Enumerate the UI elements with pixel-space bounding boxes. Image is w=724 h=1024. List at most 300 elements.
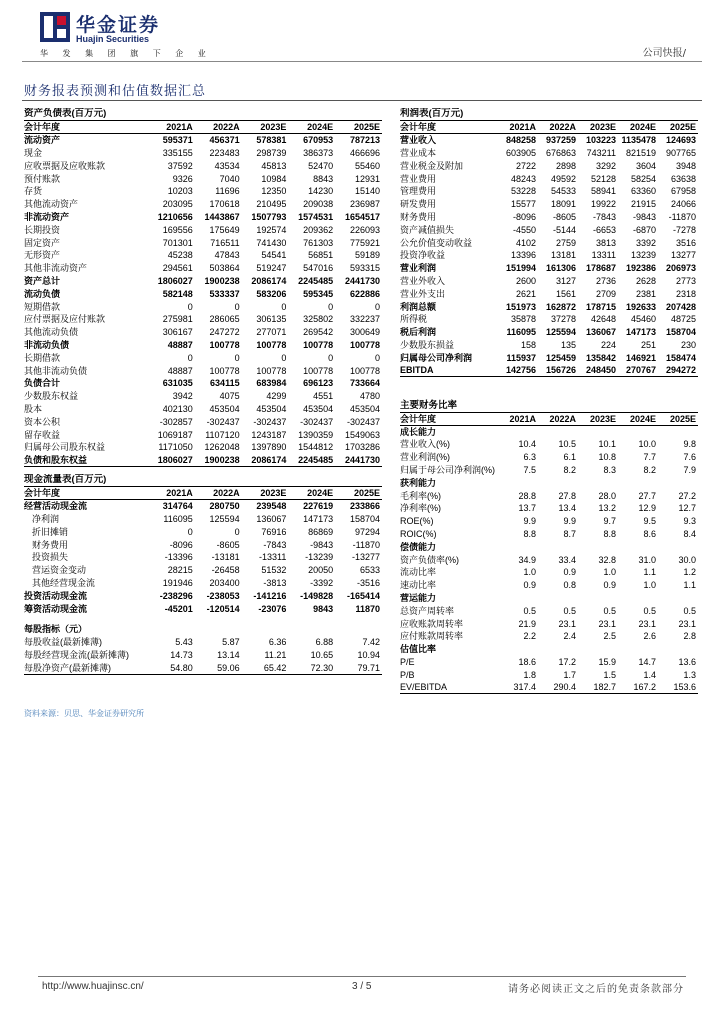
- row-value: 12.9: [638, 503, 656, 514]
- row-value: 5.87: [222, 637, 240, 648]
- row-value: 162872: [545, 301, 576, 312]
- table-row: [400, 553, 698, 566]
- row-value: 1654517: [344, 211, 380, 222]
- row-value: -8605: [552, 211, 576, 222]
- row-value: -7843: [592, 211, 616, 222]
- row-value: 17.2: [558, 656, 576, 667]
- row-value: 9.7: [603, 516, 616, 527]
- row-value: 0: [234, 352, 240, 363]
- row-value: 2.8: [683, 631, 696, 642]
- row-label: 获利能力: [400, 477, 437, 488]
- row-value: 15577: [510, 199, 536, 210]
- row-label: 非流动资产: [24, 211, 70, 222]
- row-value: 28.0: [598, 490, 616, 501]
- row-value: 2381: [635, 288, 656, 299]
- row-value: 6.1: [563, 452, 576, 463]
- row-value: 125594: [209, 514, 240, 524]
- doc-type-label: 公司快报/: [642, 48, 686, 59]
- table-row: [24, 134, 382, 147]
- row-value: 13181: [550, 250, 576, 261]
- row-label: 短期借款: [24, 301, 61, 312]
- row-value: 65.42: [242, 661, 289, 674]
- table-row: [24, 454, 382, 467]
- row-value: 32.8: [598, 554, 616, 565]
- row-value: 178715: [585, 301, 616, 312]
- row-value: 453504: [303, 403, 334, 414]
- row-value: 161306: [545, 263, 576, 274]
- row-value: 203095: [162, 199, 193, 210]
- row-value: 2773: [675, 275, 696, 286]
- row-value: [658, 476, 698, 489]
- table-row: [24, 198, 382, 211]
- footer-website-link[interactable]: http://www.huajinsc.cn/: [42, 981, 144, 992]
- row-value: 3292: [595, 160, 616, 171]
- row-value: 10.5: [558, 439, 576, 450]
- table-row: [24, 147, 382, 160]
- row-value: 251: [640, 339, 656, 350]
- row-value: 33.4: [558, 554, 576, 565]
- row-label: 固定资产: [24, 237, 61, 248]
- row-value: 3604: [635, 160, 656, 171]
- table-row: [24, 661, 382, 674]
- row-label: 所得税: [400, 314, 428, 325]
- row-value: 11.21: [264, 649, 287, 660]
- row-label: 筹资活动现金流: [24, 603, 88, 614]
- row-value: 1390359: [298, 429, 334, 440]
- row-value: 10.4: [518, 439, 536, 450]
- row-value: 4299: [266, 391, 287, 402]
- row-label: 每股净资产(最新摊薄): [24, 661, 148, 674]
- row-label: 经营活动现金流: [24, 501, 88, 512]
- row-value: 223483: [209, 147, 240, 158]
- table-row: [400, 172, 698, 185]
- row-value: 147173: [303, 514, 334, 524]
- table-row: [400, 249, 698, 262]
- row-value: 10.8: [598, 452, 616, 463]
- header-year: 2023E: [242, 121, 289, 134]
- row-value: 0: [281, 352, 287, 363]
- row-label: 无形资产: [24, 250, 61, 261]
- row-label: [24, 615, 148, 623]
- row-value: [618, 643, 658, 656]
- table-row: [24, 262, 382, 275]
- row-value: 136067: [585, 327, 616, 338]
- row-label: 营业收入(%): [400, 439, 450, 450]
- row-value: 236987: [349, 199, 380, 210]
- row-value: 270767: [618, 364, 658, 377]
- row-value: 8843: [313, 173, 334, 184]
- table-row: [24, 185, 382, 198]
- row-value: 0: [187, 526, 193, 537]
- company-logo: [38, 8, 238, 68]
- row-value: 2.2: [523, 631, 536, 642]
- row-value: 42648: [590, 314, 616, 325]
- row-value: [148, 623, 195, 636]
- row-value: 2736: [595, 275, 616, 286]
- table-row: [24, 441, 382, 454]
- row-value: 31.0: [638, 554, 656, 565]
- row-value: -6653: [592, 224, 616, 235]
- section-title: 财务报表预测和估值数据汇总: [24, 84, 207, 99]
- row-value: 2245485: [288, 454, 335, 467]
- row-value: 191946: [162, 577, 193, 588]
- row-value: 48887: [167, 339, 193, 350]
- row-value: 10203: [167, 186, 193, 197]
- row-label: 财务费用: [32, 539, 69, 550]
- row-value: 9843: [313, 603, 334, 614]
- row-value: 533337: [209, 288, 240, 299]
- header-year: 2021A: [148, 487, 195, 500]
- row-value: 3942: [172, 391, 193, 402]
- row-label: 营业收入: [400, 135, 437, 146]
- table-title-row: [400, 399, 698, 412]
- row-value: 0.9: [563, 567, 576, 578]
- table-row: [24, 577, 382, 590]
- table-row: [400, 540, 698, 553]
- row-value: 18.6: [518, 656, 536, 667]
- row-value: 1507793: [251, 211, 287, 222]
- row-value: 277071: [256, 327, 287, 338]
- row-label: 速动比率: [400, 580, 437, 591]
- row-value: 37278: [550, 314, 576, 325]
- row-value: 167.2: [618, 681, 658, 694]
- row-value: 2.5: [603, 631, 616, 642]
- header-year: 2022A: [195, 487, 242, 500]
- row-value: 210495: [256, 199, 287, 210]
- header-year: 2024E: [288, 487, 335, 500]
- row-value: 2318: [675, 288, 696, 299]
- row-value: 0.5: [643, 605, 656, 616]
- row-value: [242, 615, 289, 623]
- row-value: 135842: [585, 352, 616, 363]
- row-value: 603905: [505, 147, 536, 158]
- row-value: 54541: [261, 250, 287, 261]
- row-value: 0.5: [563, 605, 576, 616]
- table-row: [400, 134, 698, 147]
- row-label: 投资净收益: [400, 250, 446, 261]
- row-value: 821519: [625, 147, 656, 158]
- row-value: 294561: [162, 263, 193, 274]
- row-value: 54533: [550, 186, 576, 197]
- row-value: 593315: [349, 263, 380, 274]
- table-row: [400, 476, 698, 489]
- row-label: 公允价值变动收益: [400, 237, 473, 248]
- row-value: -13239: [305, 552, 334, 563]
- row-value: 0: [374, 301, 380, 312]
- table-title-row: [400, 108, 698, 121]
- balance-sheet-table: [24, 108, 382, 467]
- row-value: 683984: [256, 378, 287, 389]
- row-label: 营业成本: [400, 147, 437, 158]
- row-value: 2621: [515, 288, 536, 299]
- row-value: 848258: [505, 135, 536, 146]
- table-row: [24, 249, 382, 262]
- row-value: -302857: [159, 416, 193, 427]
- row-value: 1443867: [204, 211, 240, 222]
- row-value: 12931: [354, 173, 380, 184]
- row-label: 利润总额: [400, 301, 437, 312]
- row-value: 2628: [635, 275, 656, 286]
- row-value: -13311: [259, 552, 287, 563]
- row-value: 1900238: [195, 454, 242, 467]
- row-value: -5144: [552, 224, 576, 235]
- row-value: 2.4: [563, 631, 576, 642]
- row-label: 长期借款: [24, 352, 61, 363]
- row-value: 8.8: [603, 529, 616, 539]
- row-label: 股本: [24, 403, 43, 414]
- right-column: [400, 108, 698, 694]
- row-value: 48887: [167, 365, 193, 376]
- row-value: 5.43: [175, 637, 193, 648]
- row-label: 营业外支出: [400, 288, 446, 299]
- row-label: 营业外收入: [400, 275, 446, 286]
- row-value: -13396: [164, 552, 193, 563]
- row-label: 营运能力: [400, 592, 437, 603]
- row-value: 519247: [256, 263, 287, 274]
- row-value: [335, 615, 382, 623]
- row-value: 169556: [162, 224, 193, 235]
- left-column: [24, 108, 382, 675]
- row-value: 547016: [303, 263, 334, 274]
- row-label: 成长能力: [400, 426, 437, 437]
- row-value: 10984: [261, 173, 287, 184]
- row-value: 209038: [303, 199, 334, 210]
- table-row: [400, 198, 698, 211]
- row-label: 存货: [24, 186, 43, 197]
- table-row: [24, 538, 382, 551]
- row-value: 402130: [162, 403, 193, 414]
- row-value: 156726: [538, 364, 578, 377]
- row-value: 142756: [498, 364, 538, 377]
- row-value: 300649: [349, 327, 380, 338]
- row-label: 偿债能力: [400, 541, 437, 552]
- row-value: 2709: [595, 288, 616, 299]
- row-value: 7040: [219, 173, 240, 184]
- row-value: -11870: [668, 211, 696, 222]
- row-value: 55460: [354, 160, 380, 171]
- row-value: 151994: [505, 263, 536, 274]
- row-value: 63360: [630, 186, 656, 197]
- row-value: 8.2: [563, 465, 576, 476]
- row-value: 100778: [256, 365, 287, 376]
- row-label: 资产总计: [24, 275, 61, 286]
- row-label: 净利率(%): [400, 503, 441, 514]
- header-year: 2022A: [538, 412, 578, 425]
- row-value: 0.9: [523, 580, 536, 591]
- row-value: 741430: [256, 237, 287, 248]
- row-value: 1.0: [643, 580, 656, 591]
- row-value: 8.8: [523, 529, 536, 539]
- row-value: 100778: [209, 365, 240, 376]
- row-value: 453504: [209, 403, 240, 414]
- row-value: 3392: [635, 237, 656, 248]
- row-value: 13396: [510, 250, 536, 261]
- row-value: -302437: [300, 416, 334, 427]
- row-label: 其他经营现金流: [32, 577, 96, 588]
- row-value: 158: [520, 339, 536, 350]
- row-value: [578, 476, 618, 489]
- row-value: 9.9: [563, 516, 576, 527]
- row-value: -238053: [206, 590, 240, 601]
- row-value: 325802: [303, 314, 334, 325]
- row-value: -3813: [263, 577, 287, 588]
- table-row: [400, 147, 698, 160]
- row-value: 58254: [630, 173, 656, 184]
- table-row: [24, 623, 382, 636]
- row-value: 23.1: [598, 618, 616, 629]
- row-value: 386373: [303, 147, 334, 158]
- row-label: 归属母公司股东权益: [24, 442, 106, 453]
- table-row: [24, 351, 382, 364]
- row-value: [578, 643, 618, 656]
- header-year: 2024E: [618, 412, 658, 425]
- row-value: -7843: [263, 539, 287, 550]
- row-label: 每股指标（元）: [24, 624, 88, 635]
- row-value: 1703286: [344, 442, 380, 453]
- row-value: [498, 540, 538, 553]
- header-label: 会计年度: [400, 412, 498, 425]
- row-value: 2245485: [298, 275, 334, 286]
- row-value: 15.9: [598, 656, 616, 667]
- row-label: 流动资产: [24, 135, 61, 146]
- row-label: 投资损失: [32, 552, 69, 563]
- row-value: 76916: [261, 526, 287, 537]
- table-row: [400, 681, 698, 694]
- row-value: -149828: [300, 590, 334, 601]
- row-value: 733664: [349, 378, 380, 389]
- row-label: 归属母公司净利润: [400, 352, 473, 363]
- row-label: P/B: [400, 669, 415, 680]
- row-value: 1549063: [344, 429, 380, 440]
- table-row: [24, 615, 382, 623]
- row-value: 6533: [359, 565, 380, 576]
- table-row: [400, 630, 698, 643]
- row-value: -141216: [253, 590, 287, 601]
- row-value: 1900238: [204, 275, 240, 286]
- header-year: 2023E: [578, 121, 618, 134]
- company-tagline: 华 发 集 团 旗 下 企 业: [40, 49, 212, 58]
- row-value: -4550: [512, 224, 536, 235]
- row-value: -8096: [169, 539, 193, 550]
- row-label: 负债和股东权益: [24, 454, 148, 467]
- row-value: 2600: [515, 275, 536, 286]
- row-value: 48725: [670, 314, 696, 325]
- row-value: 21915: [630, 199, 656, 210]
- row-value: 7.6: [683, 452, 696, 463]
- row-value: -7278: [672, 224, 696, 235]
- row-value: 23.1: [678, 618, 696, 629]
- row-label: 应收票据及应收账款: [24, 160, 106, 171]
- row-label: 税后利润: [400, 327, 437, 338]
- table-title: 现金流量表(百万元): [24, 474, 382, 487]
- row-value: 1.1: [683, 580, 696, 591]
- row-value: 2.6: [643, 631, 656, 642]
- table-row: [400, 668, 698, 681]
- row-value: 294272: [658, 364, 698, 377]
- row-value: [242, 623, 289, 636]
- table-row: [400, 656, 698, 669]
- footer-disclaimer: 请务必阅读正文之后的免责条款部分: [508, 984, 684, 995]
- header-year: 2023E: [578, 412, 618, 425]
- row-label: 每股收益(最新摊薄): [24, 637, 102, 648]
- row-value: [658, 540, 698, 553]
- row-value: [148, 615, 195, 623]
- row-value: 7.42: [362, 637, 380, 648]
- row-value: 115937: [506, 352, 536, 363]
- row-value: 100778: [209, 339, 240, 350]
- row-value: 147173: [625, 327, 656, 338]
- table-row: [24, 403, 382, 416]
- row-value: 466696: [349, 147, 380, 158]
- row-value: -13181: [211, 552, 240, 563]
- table-row: [24, 551, 382, 564]
- row-value: 20050: [308, 565, 334, 576]
- row-value: 595345: [303, 288, 334, 299]
- header-year: 2025E: [658, 121, 698, 134]
- row-value: -11870: [352, 539, 380, 550]
- header-year: 2025E: [335, 487, 382, 500]
- row-value: 761303: [303, 237, 334, 248]
- row-label: 应付票据及应付账款: [24, 314, 106, 325]
- row-value: 10.0: [638, 439, 656, 450]
- row-value: 10.1: [598, 439, 616, 450]
- row-label: 研发费用: [400, 199, 437, 210]
- row-label: 投资活动现金流: [24, 590, 88, 601]
- row-value: 1135478: [621, 135, 656, 146]
- table-row: [400, 592, 698, 605]
- row-value: 696123: [303, 378, 334, 389]
- row-value: -13277: [351, 552, 380, 563]
- row-value: 0.9: [603, 580, 616, 591]
- row-value: 23.1: [558, 618, 576, 629]
- row-value: 503864: [209, 263, 240, 274]
- table-header-row: [24, 487, 382, 500]
- row-value: 21.9: [518, 618, 536, 629]
- company-name-cn: 华金证券: [76, 14, 161, 36]
- row-label: 长期投资: [24, 224, 61, 235]
- row-value: 45813: [261, 160, 287, 171]
- row-value: 456371: [209, 135, 240, 146]
- table-row: [400, 313, 698, 326]
- row-value: 53228: [510, 186, 536, 197]
- row-value: 100778: [303, 365, 334, 376]
- row-value: 248450: [578, 364, 618, 377]
- table-row: [24, 223, 382, 236]
- row-value: -8605: [216, 539, 240, 550]
- table-row: [400, 643, 698, 656]
- row-value: 1.0: [603, 567, 616, 578]
- row-label: 流动负债: [24, 288, 61, 299]
- row-value: 13239: [630, 250, 656, 261]
- header-year: 2024E: [288, 121, 335, 134]
- row-value: 1.0: [523, 567, 536, 578]
- row-label: 资产减值损失: [400, 224, 455, 235]
- row-value: 631035: [162, 378, 193, 389]
- row-value: 49592: [550, 173, 576, 184]
- table-row: [24, 300, 382, 313]
- row-label: 净利润: [32, 514, 60, 524]
- row-value: 314764: [162, 501, 193, 512]
- row-value: 8.7: [563, 529, 576, 539]
- row-label: 预付账款: [24, 173, 61, 184]
- row-value: 1262048: [204, 442, 240, 453]
- row-value: 100778: [349, 339, 380, 350]
- header-year: 2025E: [335, 121, 382, 134]
- row-label: 每股经营现金流(最新摊薄): [24, 649, 129, 660]
- row-value: 269542: [303, 327, 334, 338]
- table-title-row: [24, 108, 382, 121]
- table-row: [24, 428, 382, 441]
